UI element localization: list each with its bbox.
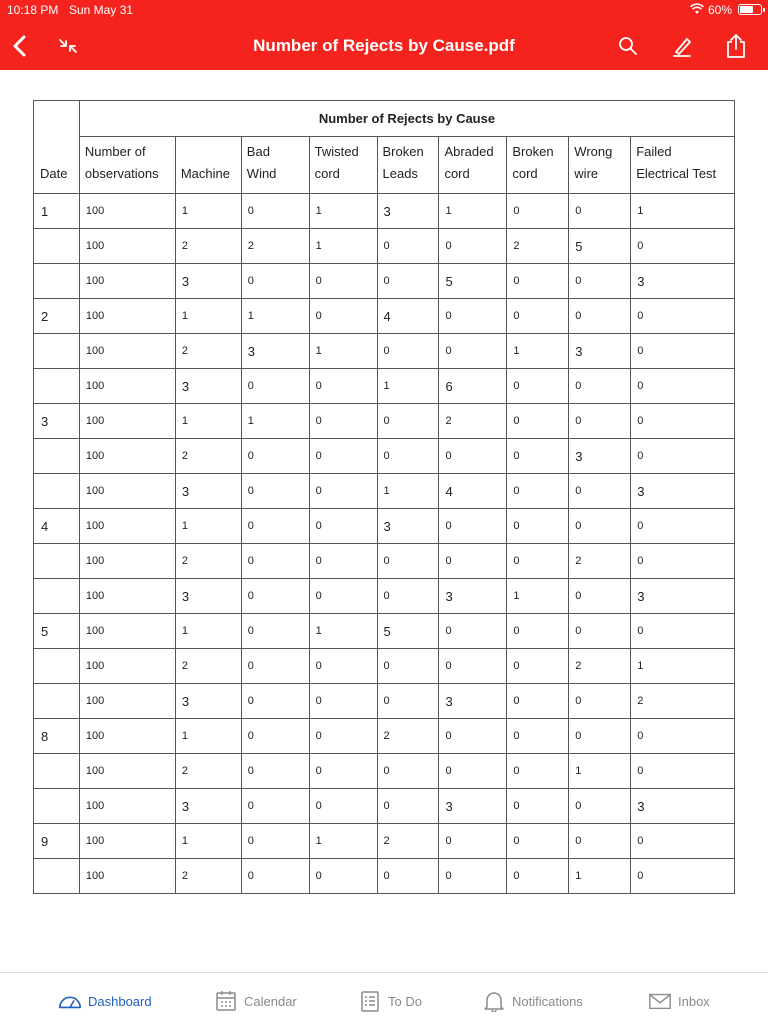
cell-date: 8 bbox=[34, 719, 80, 754]
cell-broken-cord: 0 bbox=[507, 649, 569, 684]
cell-broken-cord: 1 bbox=[507, 579, 569, 614]
cell-date bbox=[34, 859, 80, 894]
cell-date bbox=[34, 544, 80, 579]
table-row bbox=[34, 719, 735, 754]
cell-broken-leads: 0 bbox=[377, 579, 439, 614]
cell-broken-cord: 0 bbox=[507, 509, 569, 544]
table-row bbox=[34, 474, 735, 509]
cell-date bbox=[34, 264, 80, 299]
cell-machine: 3 bbox=[175, 579, 241, 614]
cell-broken-leads: 0 bbox=[377, 684, 439, 719]
cell-observations: 100 bbox=[79, 509, 175, 544]
table-row bbox=[34, 579, 735, 614]
cell-observations: 100 bbox=[79, 579, 175, 614]
dashboard-icon bbox=[58, 990, 82, 1012]
cell-observations: 100 bbox=[79, 614, 175, 649]
cell-twisted-cord: 0 bbox=[309, 544, 377, 579]
cell-broken-cord: 0 bbox=[507, 544, 569, 579]
cell-machine: 3 bbox=[175, 474, 241, 509]
cell-broken-leads: 2 bbox=[377, 824, 439, 859]
cell-machine: 2 bbox=[175, 859, 241, 894]
cell-machine: 3 bbox=[175, 684, 241, 719]
table-row bbox=[34, 439, 735, 474]
status-time: 10:18 PM bbox=[7, 3, 59, 17]
cell-observations: 100 bbox=[79, 754, 175, 789]
cell-failed-test: 0 bbox=[631, 404, 735, 439]
header-observations: Number of observations bbox=[79, 137, 175, 194]
cell-bad-wind: 0 bbox=[241, 194, 309, 229]
header-machine: Machine bbox=[175, 137, 241, 194]
cell-twisted-cord: 0 bbox=[309, 439, 377, 474]
cell-bad-wind: 0 bbox=[241, 754, 309, 789]
cell-twisted-cord: 0 bbox=[309, 299, 377, 334]
annotate-button[interactable] bbox=[668, 32, 696, 60]
cell-bad-wind: 0 bbox=[241, 369, 309, 404]
table-row bbox=[34, 859, 735, 894]
cell-broken-leads: 0 bbox=[377, 229, 439, 264]
tab-todo[interactable] bbox=[358, 989, 422, 1013]
cell-broken-cord: 0 bbox=[507, 684, 569, 719]
bell-icon bbox=[482, 990, 506, 1012]
cell-abraded-cord: 0 bbox=[439, 754, 507, 789]
cell-observations: 100 bbox=[79, 474, 175, 509]
cell-wrong-wire: 0 bbox=[569, 824, 631, 859]
back-button[interactable] bbox=[6, 32, 34, 60]
cell-broken-cord: 0 bbox=[507, 264, 569, 299]
cell-machine: 3 bbox=[175, 264, 241, 299]
cell-wrong-wire: 5 bbox=[569, 229, 631, 264]
cell-wrong-wire: 0 bbox=[569, 264, 631, 299]
cell-failed-test: 3 bbox=[631, 579, 735, 614]
cell-broken-leads: 0 bbox=[377, 649, 439, 684]
table-title: Number of Rejects by Cause bbox=[79, 101, 734, 137]
cell-observations: 100 bbox=[79, 649, 175, 684]
header-abraded-cord: Abraded cord bbox=[439, 137, 507, 194]
cell-date bbox=[34, 754, 80, 789]
cell-observations: 100 bbox=[79, 369, 175, 404]
cell-failed-test: 0 bbox=[631, 824, 735, 859]
cell-broken-leads: 0 bbox=[377, 264, 439, 299]
cell-failed-test: 0 bbox=[631, 509, 735, 544]
cell-failed-test: 0 bbox=[631, 859, 735, 894]
cell-bad-wind: 0 bbox=[241, 264, 309, 299]
envelope-icon bbox=[648, 990, 672, 1012]
cell-date bbox=[34, 684, 80, 719]
tab-dashboard[interactable] bbox=[58, 989, 152, 1013]
cell-twisted-cord: 1 bbox=[309, 194, 377, 229]
cell-machine: 2 bbox=[175, 544, 241, 579]
cell-broken-cord: 0 bbox=[507, 404, 569, 439]
table-row bbox=[34, 194, 735, 229]
collapse-button[interactable] bbox=[54, 32, 82, 60]
tab-notifications-label: Notifications bbox=[512, 993, 583, 1009]
cell-broken-leads: 1 bbox=[377, 474, 439, 509]
cell-abraded-cord: 0 bbox=[439, 614, 507, 649]
cell-bad-wind: 0 bbox=[241, 614, 309, 649]
cell-wrong-wire: 2 bbox=[569, 544, 631, 579]
table-row bbox=[34, 509, 735, 544]
cell-broken-cord: 2 bbox=[507, 229, 569, 264]
cell-broken-leads: 0 bbox=[377, 404, 439, 439]
cell-broken-cord: 1 bbox=[507, 334, 569, 369]
todo-icon bbox=[358, 990, 382, 1012]
share-icon bbox=[722, 32, 750, 60]
header-wrong-wire: Wrong wire bbox=[569, 137, 631, 194]
header-date: Date bbox=[34, 101, 80, 194]
cell-machine: 1 bbox=[175, 404, 241, 439]
cell-twisted-cord: 0 bbox=[309, 859, 377, 894]
cell-wrong-wire: 0 bbox=[569, 299, 631, 334]
cell-wrong-wire: 0 bbox=[569, 474, 631, 509]
cell-date bbox=[34, 649, 80, 684]
cell-broken-leads: 0 bbox=[377, 754, 439, 789]
cell-broken-cord: 0 bbox=[507, 859, 569, 894]
cell-observations: 100 bbox=[79, 789, 175, 824]
table-row bbox=[34, 334, 735, 369]
cell-wrong-wire: 3 bbox=[569, 439, 631, 474]
cell-broken-leads: 1 bbox=[377, 369, 439, 404]
cell-twisted-cord: 0 bbox=[309, 404, 377, 439]
cell-abraded-cord: 2 bbox=[439, 404, 507, 439]
cell-observations: 100 bbox=[79, 194, 175, 229]
cell-wrong-wire: 0 bbox=[569, 614, 631, 649]
header-twisted-cord: Twisted cord bbox=[309, 137, 377, 194]
cell-machine: 2 bbox=[175, 754, 241, 789]
cell-machine: 1 bbox=[175, 824, 241, 859]
cell-broken-leads: 2 bbox=[377, 719, 439, 754]
cell-failed-test: 1 bbox=[631, 649, 735, 684]
tab-inbox[interactable] bbox=[648, 989, 710, 1013]
cell-wrong-wire: 3 bbox=[569, 334, 631, 369]
tab-inbox-label: Inbox bbox=[678, 993, 710, 1009]
table-row bbox=[34, 614, 735, 649]
cell-abraded-cord: 3 bbox=[439, 789, 507, 824]
cell-machine: 1 bbox=[175, 509, 241, 544]
cell-broken-cord: 0 bbox=[507, 194, 569, 229]
cell-abraded-cord: 0 bbox=[439, 544, 507, 579]
collapse-arrows-icon bbox=[54, 32, 82, 60]
cell-broken-cord: 0 bbox=[507, 299, 569, 334]
cell-abraded-cord: 5 bbox=[439, 264, 507, 299]
cell-date: 5 bbox=[34, 614, 80, 649]
cell-wrong-wire: 0 bbox=[569, 579, 631, 614]
cell-observations: 100 bbox=[79, 859, 175, 894]
cell-broken-leads: 4 bbox=[377, 299, 439, 334]
cell-bad-wind: 2 bbox=[241, 229, 309, 264]
cell-observations: 100 bbox=[79, 824, 175, 859]
cell-machine: 3 bbox=[175, 369, 241, 404]
cell-broken-cord: 0 bbox=[507, 789, 569, 824]
table-row bbox=[34, 369, 735, 404]
cell-failed-test: 0 bbox=[631, 719, 735, 754]
cell-abraded-cord: 3 bbox=[439, 684, 507, 719]
table-row bbox=[34, 299, 735, 334]
cell-date: 4 bbox=[34, 509, 80, 544]
table-row bbox=[34, 684, 735, 719]
cell-bad-wind: 3 bbox=[241, 334, 309, 369]
cell-failed-test: 0 bbox=[631, 544, 735, 579]
cell-abraded-cord: 0 bbox=[439, 509, 507, 544]
cell-bad-wind: 0 bbox=[241, 509, 309, 544]
table-row bbox=[34, 544, 735, 579]
cell-twisted-cord: 0 bbox=[309, 579, 377, 614]
cell-twisted-cord: 0 bbox=[309, 719, 377, 754]
cell-failed-test: 0 bbox=[631, 439, 735, 474]
cell-failed-test: 3 bbox=[631, 264, 735, 299]
cell-bad-wind: 0 bbox=[241, 789, 309, 824]
cell-broken-leads: 5 bbox=[377, 614, 439, 649]
cell-machine: 2 bbox=[175, 439, 241, 474]
search-icon bbox=[614, 32, 642, 60]
cell-date bbox=[34, 439, 80, 474]
cell-machine: 2 bbox=[175, 334, 241, 369]
top-header bbox=[0, 0, 768, 70]
table-row bbox=[34, 824, 735, 859]
tab-calendar[interactable] bbox=[214, 989, 297, 1013]
table-row bbox=[34, 754, 735, 789]
cell-abraded-cord: 0 bbox=[439, 439, 507, 474]
cell-broken-leads: 3 bbox=[377, 194, 439, 229]
cell-bad-wind: 0 bbox=[241, 859, 309, 894]
header-failed-test: Failed Electrical Test bbox=[631, 137, 735, 194]
cell-twisted-cord: 0 bbox=[309, 754, 377, 789]
cell-abraded-cord: 3 bbox=[439, 579, 507, 614]
cell-failed-test: 0 bbox=[631, 754, 735, 789]
tab-calendar-label: Calendar bbox=[244, 993, 297, 1009]
cell-broken-leads: 0 bbox=[377, 789, 439, 824]
cell-twisted-cord: 1 bbox=[309, 614, 377, 649]
status-date: Sun May 31 bbox=[69, 3, 134, 17]
cell-machine: 1 bbox=[175, 299, 241, 334]
cell-abraded-cord: 0 bbox=[439, 299, 507, 334]
cell-observations: 100 bbox=[79, 299, 175, 334]
cell-broken-leads: 0 bbox=[377, 439, 439, 474]
cell-failed-test: 3 bbox=[631, 474, 735, 509]
cell-date bbox=[34, 229, 80, 264]
cell-broken-cord: 0 bbox=[507, 614, 569, 649]
cell-observations: 100 bbox=[79, 544, 175, 579]
battery-fill bbox=[740, 6, 753, 13]
cell-twisted-cord: 0 bbox=[309, 369, 377, 404]
cell-wrong-wire: 0 bbox=[569, 404, 631, 439]
cell-abraded-cord: 4 bbox=[439, 474, 507, 509]
cell-bad-wind: 0 bbox=[241, 474, 309, 509]
cell-broken-leads: 0 bbox=[377, 544, 439, 579]
cell-machine: 2 bbox=[175, 229, 241, 264]
header-broken-leads: Broken Leads bbox=[377, 137, 439, 194]
cell-observations: 100 bbox=[79, 719, 175, 754]
tab-notifications[interactable] bbox=[482, 989, 583, 1013]
cell-broken-cord: 0 bbox=[507, 824, 569, 859]
tab-todo-label: To Do bbox=[388, 993, 422, 1009]
search-button[interactable] bbox=[614, 32, 642, 60]
header-broken-cord: Broken cord bbox=[507, 137, 569, 194]
cell-wrong-wire: 1 bbox=[569, 754, 631, 789]
cell-broken-cord: 0 bbox=[507, 369, 569, 404]
battery-icon bbox=[738, 4, 762, 15]
cell-twisted-cord: 0 bbox=[309, 684, 377, 719]
cell-observations: 100 bbox=[79, 439, 175, 474]
cell-wrong-wire: 0 bbox=[569, 789, 631, 824]
wifi-icon bbox=[690, 3, 704, 15]
chevron-left-icon bbox=[6, 32, 34, 60]
cell-abraded-cord: 0 bbox=[439, 649, 507, 684]
pdf-page bbox=[33, 100, 735, 894]
cell-twisted-cord: 1 bbox=[309, 229, 377, 264]
cell-twisted-cord: 0 bbox=[309, 649, 377, 684]
cell-observations: 100 bbox=[79, 229, 175, 264]
header-bad-wind: Bad Wind bbox=[241, 137, 309, 194]
cell-failed-test: 0 bbox=[631, 369, 735, 404]
bottom-tab-bar bbox=[0, 972, 768, 1024]
cell-date: 1 bbox=[34, 194, 80, 229]
cell-broken-leads: 0 bbox=[377, 334, 439, 369]
highlighter-icon bbox=[668, 32, 696, 60]
cell-machine: 3 bbox=[175, 789, 241, 824]
cell-date: 3 bbox=[34, 404, 80, 439]
cell-date bbox=[34, 369, 80, 404]
cell-broken-leads: 3 bbox=[377, 509, 439, 544]
cell-abraded-cord: 6 bbox=[439, 369, 507, 404]
cell-observations: 100 bbox=[79, 684, 175, 719]
cell-twisted-cord: 1 bbox=[309, 824, 377, 859]
cell-wrong-wire: 2 bbox=[569, 649, 631, 684]
cell-wrong-wire: 0 bbox=[569, 509, 631, 544]
cell-bad-wind: 1 bbox=[241, 299, 309, 334]
cell-failed-test: 0 bbox=[631, 334, 735, 369]
cell-broken-cord: 0 bbox=[507, 754, 569, 789]
cell-abraded-cord: 0 bbox=[439, 859, 507, 894]
cell-wrong-wire: 1 bbox=[569, 859, 631, 894]
document-title: Number of Rejects by Cause.pdf bbox=[253, 36, 515, 55]
cell-abraded-cord: 0 bbox=[439, 229, 507, 264]
cell-bad-wind: 0 bbox=[241, 824, 309, 859]
table-body bbox=[34, 194, 735, 894]
cell-broken-leads: 0 bbox=[377, 859, 439, 894]
cell-wrong-wire: 0 bbox=[569, 194, 631, 229]
cell-bad-wind: 0 bbox=[241, 649, 309, 684]
cell-abraded-cord: 0 bbox=[439, 824, 507, 859]
cell-observations: 100 bbox=[79, 334, 175, 369]
cell-date: 9 bbox=[34, 824, 80, 859]
cell-broken-cord: 0 bbox=[507, 719, 569, 754]
cell-machine: 1 bbox=[175, 719, 241, 754]
cell-abraded-cord: 1 bbox=[439, 194, 507, 229]
cell-failed-test: 1 bbox=[631, 194, 735, 229]
cell-bad-wind: 0 bbox=[241, 719, 309, 754]
share-button[interactable] bbox=[722, 32, 750, 60]
cell-wrong-wire: 0 bbox=[569, 684, 631, 719]
cell-twisted-cord: 0 bbox=[309, 264, 377, 299]
cell-broken-cord: 0 bbox=[507, 439, 569, 474]
cell-machine: 1 bbox=[175, 614, 241, 649]
cell-broken-cord: 0 bbox=[507, 474, 569, 509]
cell-failed-test: 0 bbox=[631, 614, 735, 649]
cell-failed-test: 0 bbox=[631, 299, 735, 334]
cell-twisted-cord: 0 bbox=[309, 509, 377, 544]
table-row bbox=[34, 649, 735, 684]
table-row bbox=[34, 789, 735, 824]
tab-dashboard-label: Dashboard bbox=[88, 993, 152, 1009]
cell-date: 2 bbox=[34, 299, 80, 334]
cell-twisted-cord: 1 bbox=[309, 334, 377, 369]
cell-bad-wind: 0 bbox=[241, 544, 309, 579]
cell-wrong-wire: 0 bbox=[569, 719, 631, 754]
cell-wrong-wire: 0 bbox=[569, 369, 631, 404]
calendar-icon bbox=[214, 990, 238, 1012]
cell-failed-test: 2 bbox=[631, 684, 735, 719]
cell-abraded-cord: 0 bbox=[439, 334, 507, 369]
cell-machine: 2 bbox=[175, 649, 241, 684]
cell-bad-wind: 0 bbox=[241, 579, 309, 614]
cell-date bbox=[34, 789, 80, 824]
rejects-table bbox=[33, 100, 735, 894]
cell-failed-test: 3 bbox=[631, 789, 735, 824]
cell-bad-wind: 1 bbox=[241, 404, 309, 439]
table-row bbox=[34, 229, 735, 264]
cell-twisted-cord: 0 bbox=[309, 789, 377, 824]
cell-failed-test: 0 bbox=[631, 229, 735, 264]
nav-bar bbox=[0, 22, 768, 68]
cell-bad-wind: 0 bbox=[241, 684, 309, 719]
cell-abraded-cord: 0 bbox=[439, 719, 507, 754]
cell-observations: 100 bbox=[79, 264, 175, 299]
cell-observations: 100 bbox=[79, 404, 175, 439]
cell-machine: 1 bbox=[175, 194, 241, 229]
table-row bbox=[34, 264, 735, 299]
cell-date bbox=[34, 579, 80, 614]
cell-twisted-cord: 0 bbox=[309, 474, 377, 509]
battery-percent: 60% bbox=[708, 3, 733, 17]
status-bar bbox=[0, 0, 768, 20]
cell-bad-wind: 0 bbox=[241, 439, 309, 474]
cell-date bbox=[34, 474, 80, 509]
table-row bbox=[34, 404, 735, 439]
cell-date bbox=[34, 334, 80, 369]
